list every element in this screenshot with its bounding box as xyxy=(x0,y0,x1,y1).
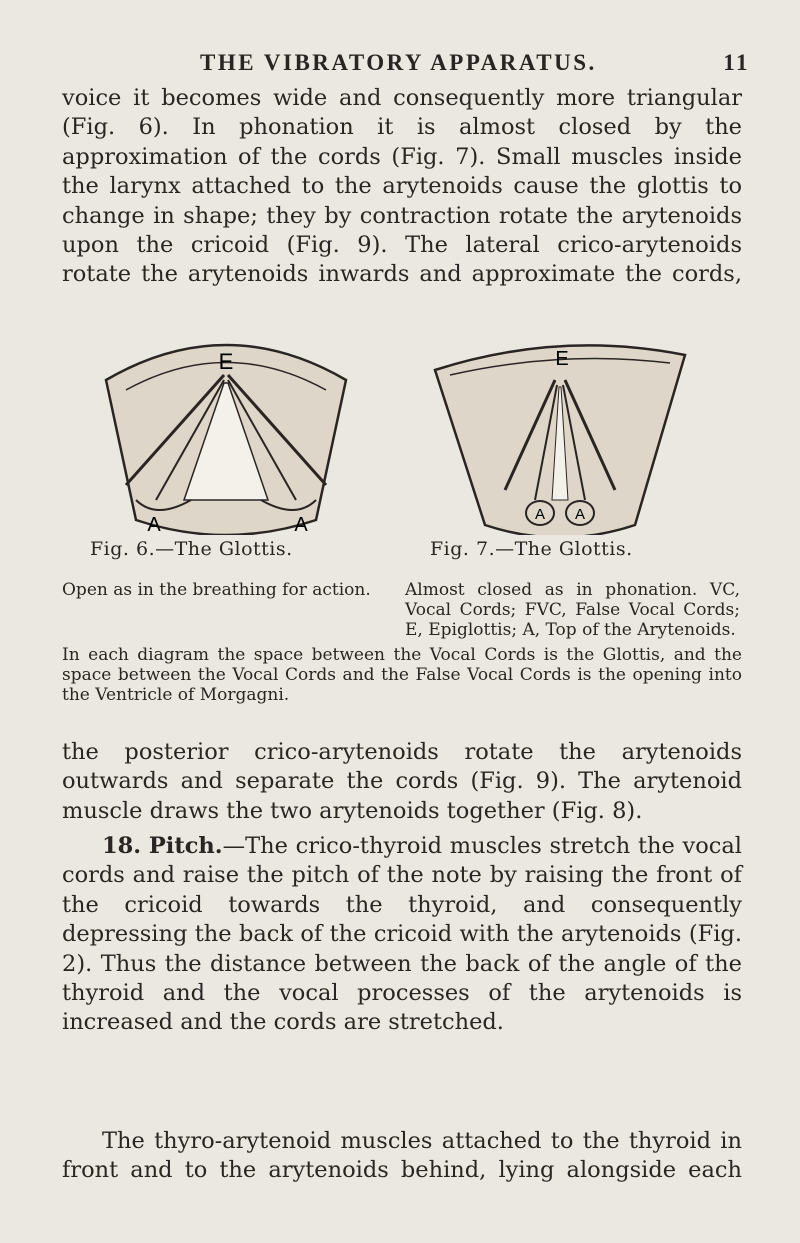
fig6-label-a-left: A xyxy=(147,514,161,535)
paragraph-2: the posterior crico-arytenoids rotate the arytenoids outwards and separate the cords (Fig. 9). The arytenoid muscle draws the two arytenoids together (Fig. 8). xyxy=(62,739,742,824)
section-18 xyxy=(62,832,742,1038)
section-heading: Pitch. xyxy=(148,833,223,859)
running-title: THE VIBRATORY APPARATUS. xyxy=(200,50,597,75)
figure-7-diagram xyxy=(430,335,690,535)
figure-7-title: Fig. 7.—The Glottis. xyxy=(430,538,633,560)
fig7-label-a-right: A xyxy=(574,506,586,523)
fig6-label-a-right: A xyxy=(294,514,308,535)
figure-note: In each diagram the space between the Vocal Cords is the Glottis, and the space between the Vocal Cords and the False Vocal Cords is the opening into the Ventricle of Morgagni. xyxy=(62,645,742,705)
figure-6-title: Fig. 6.—The Glottis. xyxy=(90,538,293,560)
page-number: 11 xyxy=(723,50,750,75)
fig7-label-a-left: A xyxy=(534,506,546,523)
section-body: —The crico-thyroid muscles stretch the vocal cords and raise the pitch of the note by raising the front of the cricoid towards the thyroid, and consequently depressing the back of the cricoid with the arytenoids (Fig. 2). Thus the distance between the back of the angle of the thyroid and the vocal processes of the arytenoids is increased and the cords are stretched. xyxy=(62,833,742,1036)
figure-6-diagram xyxy=(96,335,356,535)
figure-6-caption: Open as in the breathing for action. xyxy=(62,580,371,600)
paragraph-1: voice it becomes wide and consequently more triangular (Fig. 6). In phonation it is almost closed by the approximation of the cords (Fig. 7). Small muscles inside the larynx attached to the arytenoids cause the glottis to change in shape; they by contraction rotate the arytenoids upon the cricoid (Fig. 9). The lateral crico-arytenoids rotate the arytenoids inwards and approximate the cords, xyxy=(62,85,742,288)
fig7-label-e: E xyxy=(555,348,569,370)
figure-7-caption: Almost closed as in phonation. VC, Vocal Cords; FVC, False Vocal Cords; E, Epiglottis; A, Top of the Arytenoids. xyxy=(405,580,740,640)
paragraph-3: The thyro-arytenoid muscles attached to the thyroid in front and to the arytenoids behind, lying alongside each xyxy=(62,1128,742,1184)
fig6-label-e: E xyxy=(218,349,234,374)
section-number: 18. xyxy=(102,833,142,859)
running-header xyxy=(200,50,750,76)
